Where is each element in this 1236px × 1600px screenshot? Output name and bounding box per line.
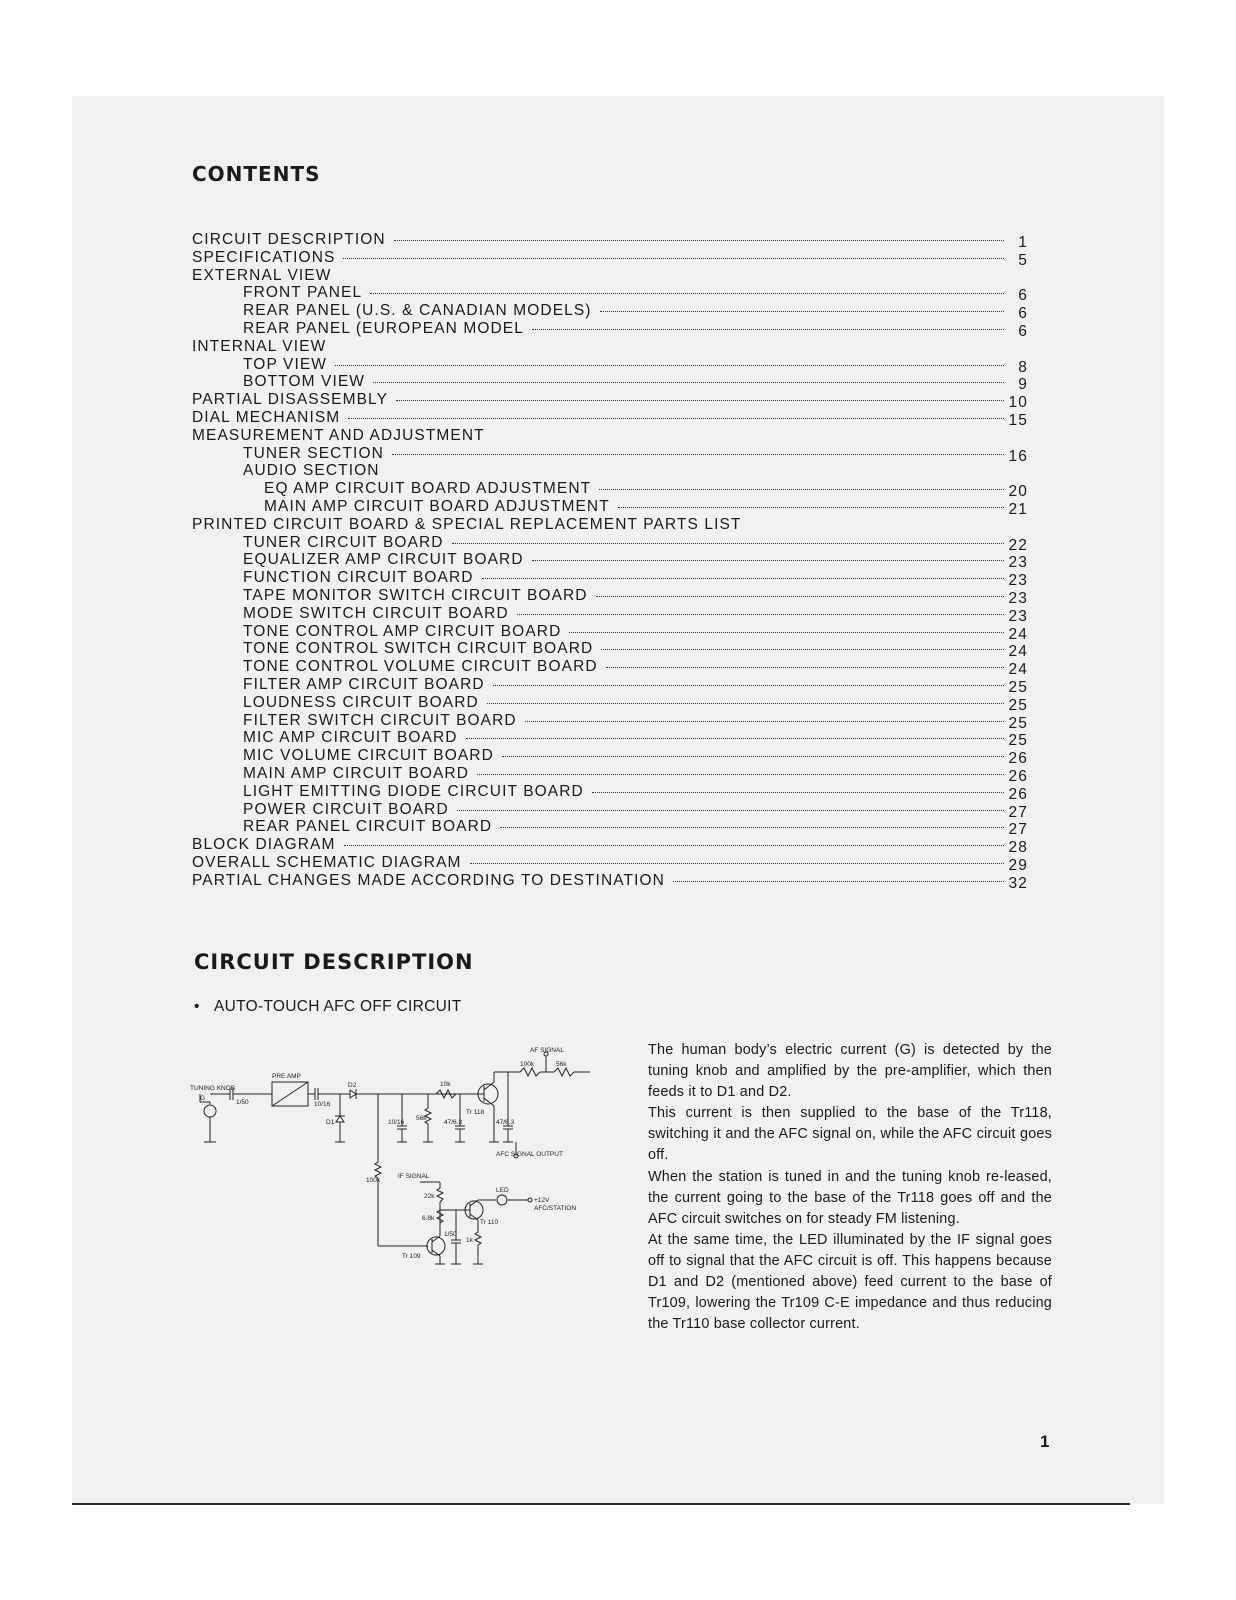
toc-entry-label: POWER CIRCUIT BOARD [243, 800, 449, 818]
schematic-label-c-in: 1/50 [236, 1099, 249, 1106]
toc-entry [192, 498, 1028, 516]
schematic-label-22k: 22k [424, 1193, 435, 1200]
toc-entry-page: 28 [1008, 839, 1028, 857]
toc-dot-leader [600, 311, 1004, 312]
toc-entry-label: MAIN AMP CIRCUIT BOARD ADJUSTMENT [264, 497, 610, 515]
toc-dot-leader [373, 382, 1004, 383]
schematic-label-c2: 10/16 [314, 1101, 331, 1108]
toc-entry [192, 854, 1028, 872]
toc-entry-label: TONE CONTROL SWITCH CIRCUIT BOARD [243, 640, 594, 658]
toc-entry-label: OVERALL SCHEMATIC DIAGRAM [192, 853, 462, 871]
toc-entry-label: REAR PANEL (U.S. & CANADIAN MODELS) [243, 302, 592, 320]
description-paragraph: When the station is tuned in and the tuning knob re-leased, the current going to the base of the Tr118 goes off and the AFC circuit switches on for steady FM listening. [648, 1168, 1052, 1227]
toc-entry-label: REAR PANEL CIRCUIT BOARD [243, 818, 493, 836]
toc-entry-label: TAPE MONITOR SWITCH CIRCUIT BOARD [243, 586, 588, 604]
schematic-label-g: G [200, 1095, 206, 1102]
toc-entry-label: DIAL MECHANISM [192, 408, 341, 426]
toc-entry-label: LIGHT EMITTING DIODE CIRCUIT BOARD [243, 782, 584, 800]
schematic-label-c150: 1/50 [444, 1231, 457, 1238]
toc-dot-leader [517, 614, 1004, 615]
toc-entry-page: 25 [1008, 714, 1028, 732]
schematic-label-if-signal: IF SIGNAL [398, 1173, 430, 1180]
toc-entry-label: MAIN AMP CIRCUIT BOARD [243, 764, 470, 782]
description-paragraph: This current is then supplied to the base of the Tr118, switching it and the AFC signal on, while the AFC circuit goes off. [648, 1105, 1052, 1164]
toc-entry-label: PRINTED CIRCUIT BOARD & SPECIAL REPLACEMENT PARTS LIST [192, 515, 742, 533]
toc-dot-leader [343, 258, 1004, 259]
toc-entry-page: 6 [1018, 322, 1028, 340]
toc-entry-label: LOUDNESS CIRCUIT BOARD [243, 693, 479, 711]
toc-entry-page: 25 [1008, 732, 1028, 750]
schematic-label-12v: +12V [534, 1197, 550, 1204]
toc-entry [192, 338, 1028, 356]
toc-entry [192, 284, 1028, 305]
toc-entry-page: 10 [1008, 394, 1028, 412]
toc-entry [192, 872, 1028, 890]
toc-entry [192, 231, 1028, 249]
schematic-label-tr109: Tr 109 [402, 1253, 421, 1260]
toc-entry-label: TONE CONTROL VOLUME CIRCUIT BOARD [243, 658, 598, 676]
toc-entry-page: 26 [1008, 750, 1028, 768]
toc-entry [192, 249, 1028, 267]
toc-entry-label: FUNCTION CIRCUIT BOARD [243, 569, 474, 587]
description-paragraph: At the same time, the LED illuminated by the IF signal goes off to signal that the AFC circuit is off. This happens because D1 and D2 (mentioned above) feed current to the base of Tr109, lowering the Tr109 C-E impedance and thus reducing the Tr110 base collector current. [648, 1231, 1052, 1333]
toc-entry-label: CIRCUIT DESCRIPTION [192, 231, 386, 248]
toc-entry [192, 658, 1028, 679]
toc-entry [192, 409, 1028, 427]
toc-entry-label: MIC AMP CIRCUIT BOARD [243, 729, 458, 747]
schematic-label-10k: 10k [440, 1081, 451, 1088]
toc-entry [192, 694, 1028, 712]
toc-entry-page: 24 [1008, 643, 1028, 661]
toc-entry-page: 21 [1008, 500, 1028, 518]
toc-entry [192, 373, 1028, 394]
toc-dot-leader [370, 293, 1004, 294]
toc-entry-label: BLOCK DIAGRAM [192, 836, 336, 854]
toc-dot-leader [532, 329, 1004, 330]
circuit-description-heading: CIRCUIT DESCRIPTION [194, 950, 474, 974]
toc-entry-label: TUNER SECTION [243, 444, 384, 462]
toc-dot-leader [502, 756, 1004, 757]
toc-entry [192, 391, 1028, 412]
toc-entry [192, 818, 1028, 839]
toc-entry [192, 712, 1028, 730]
schematic-label-pre-amp: PRE AMP [272, 1073, 301, 1080]
toc-dot-leader [396, 400, 1004, 401]
toc-entry-page: 20 [1008, 483, 1028, 501]
toc-dot-leader [348, 418, 1004, 419]
toc-dot-leader [466, 738, 1004, 739]
toc-entry-page: 24 [1008, 661, 1028, 679]
toc-entry-label: MIC VOLUME CIRCUIT BOARD [243, 747, 494, 765]
toc-entry-page: 5 [1018, 251, 1028, 269]
schematic-label-led: LED [496, 1187, 509, 1194]
toc-dot-leader [601, 649, 1004, 650]
toc-entry-page: 27 [1008, 803, 1028, 821]
toc-entry [192, 356, 1028, 374]
toc-entry-page: 26 [1008, 767, 1028, 785]
toc-dot-leader [673, 881, 1004, 882]
toc-entry-label: PARTIAL DISASSEMBLY [192, 391, 389, 409]
toc-entry [192, 267, 1028, 285]
toc-dot-leader [487, 703, 1004, 704]
toc-entry [192, 534, 1028, 552]
toc-dot-leader [457, 810, 1004, 811]
toc-dot-leader [532, 560, 1004, 561]
toc-entry-label: AUDIO SECTION [243, 462, 380, 480]
schematic-label-afc-output: AFC SIGNAL OUTPUT [496, 1151, 563, 1158]
toc-entry [192, 569, 1028, 590]
toc-entry [192, 676, 1028, 694]
description-paragraph: The human body’s electric current (G) is detected by the tuning knob and amplified by the pre-amplifier, which then feeds it to D1 and D2. [648, 1042, 1052, 1101]
toc-entry-page: 22 [1008, 536, 1028, 554]
toc-entry-page: 15 [1008, 411, 1028, 429]
toc-entry-page: 1 [1018, 234, 1028, 251]
toc-entry [192, 747, 1028, 768]
toc-entry-page: 26 [1008, 785, 1028, 803]
toc-entry [192, 587, 1028, 605]
schematic-label-c3: 10/16 [388, 1119, 405, 1126]
toc-dot-leader [470, 863, 1004, 864]
toc-entry-page: 23 [1008, 607, 1028, 625]
toc-dot-leader [592, 792, 1004, 793]
toc-dot-leader [606, 667, 1004, 668]
contents-heading: CONTENTS [192, 162, 321, 186]
toc-entry-page: 8 [1018, 358, 1028, 376]
toc-dot-leader [525, 721, 1004, 722]
toc-entry [192, 516, 1028, 534]
schematic-label-68k: 6.8k [422, 1215, 435, 1222]
toc-entry-label: EQ AMP CIRCUIT BOARD ADJUSTMENT [264, 480, 592, 498]
toc-entry [192, 320, 1028, 338]
schematic-label-d1: D1 [326, 1119, 335, 1126]
toc-entry-label: MODE SWITCH CIRCUIT BOARD [243, 604, 509, 622]
toc-entry [192, 427, 1028, 445]
toc-dot-leader [394, 240, 1004, 241]
subheading-text: AUTO-TOUCH AFC OFF CIRCUIT [214, 998, 462, 1015]
toc-dot-leader [482, 578, 1004, 579]
schematic-label-c47a: 47/6.3 [444, 1119, 463, 1126]
toc-entry [192, 623, 1028, 641]
schematic-label-100k: 100k [366, 1177, 381, 1184]
toc-entry-label: FRONT PANEL [243, 284, 363, 302]
toc-entry-page: 6 [1018, 287, 1028, 305]
schematic-label-tr118: Tr 118 [466, 1109, 485, 1116]
schematic-label-56k-top: 56k [556, 1061, 567, 1068]
toc-dot-leader [500, 827, 1004, 828]
toc-entry [192, 640, 1028, 661]
toc-dot-leader [392, 454, 1004, 455]
toc-entry-label: FILTER AMP CIRCUIT BOARD [243, 675, 485, 693]
toc-entry-label: SPECIFICATIONS [192, 248, 336, 266]
toc-entry-page: 27 [1008, 821, 1028, 839]
toc-entry-page: 29 [1008, 856, 1028, 874]
schematic-label-c47b: 47/6.3 [496, 1119, 515, 1126]
toc-entry [192, 302, 1028, 323]
toc-entry [192, 729, 1028, 750]
bottom-rule [72, 1503, 1130, 1505]
toc-entry-page: 25 [1008, 678, 1028, 696]
toc-entry-page: 25 [1008, 696, 1028, 714]
toc-entry [192, 462, 1028, 480]
schematic-label-56k: 56k [416, 1115, 427, 1122]
schematic-label-1k: 1k [466, 1237, 473, 1244]
toc-entry-page: 6 [1018, 305, 1028, 323]
toc-entry-page: 16 [1008, 447, 1028, 465]
table-of-contents [192, 231, 1028, 892]
toc-dot-leader [618, 507, 1004, 508]
toc-entry-page: 23 [1008, 554, 1028, 572]
toc-entry [192, 551, 1028, 572]
toc-dot-leader [569, 632, 1004, 633]
toc-entry-label: REAR PANEL (EUROPEAN MODEL [243, 319, 524, 337]
toc-dot-leader [599, 489, 1004, 490]
toc-entry [192, 480, 1028, 501]
toc-dot-leader [344, 845, 1005, 846]
toc-entry [192, 783, 1028, 801]
page-number: 1 [1040, 1432, 1050, 1451]
toc-entry-page: 32 [1008, 874, 1028, 892]
toc-dot-leader [596, 596, 1004, 597]
schematic-label-100k-top: 100k [520, 1061, 535, 1068]
schematic-label-tr110: Tr 110 [480, 1219, 499, 1226]
toc-entry [192, 445, 1028, 463]
toc-entry-label: EQUALIZER AMP CIRCUIT BOARD [243, 551, 524, 569]
toc-entry-page: 23 [1008, 572, 1028, 590]
toc-entry-label: INTERNAL VIEW [192, 337, 327, 355]
afc-off-schematic [190, 1042, 600, 1282]
schematic-label-tuning-knob: TUNING KNOB [190, 1085, 236, 1092]
toc-entry-label: FILTER SWITCH CIRCUIT BOARD [243, 711, 517, 729]
toc-entry-label: EXTERNAL VIEW [192, 266, 332, 284]
toc-entry-label: TONE CONTROL AMP CIRCUIT BOARD [243, 622, 562, 640]
schematic-label-d2: D2 [348, 1082, 357, 1089]
schematic-label-afc-station: AFC/STATION [534, 1205, 577, 1212]
toc-entry-page: 23 [1008, 589, 1028, 607]
toc-dot-leader [335, 365, 1004, 366]
bullet-icon: • [194, 998, 200, 1015]
schematic-label-af-signal: AF SIGNAL [530, 1047, 564, 1054]
toc-entry-page: 9 [1018, 376, 1028, 394]
circuit-description-text [648, 1040, 1052, 1335]
toc-entry-page: 24 [1008, 625, 1028, 643]
toc-entry [192, 801, 1028, 819]
toc-entry [192, 836, 1028, 857]
toc-entry [192, 605, 1028, 623]
toc-entry-label: MEASUREMENT AND ADJUSTMENT [192, 426, 485, 444]
toc-entry [192, 765, 1028, 783]
toc-dot-leader [493, 685, 1004, 686]
toc-entry-label: TOP VIEW [243, 355, 328, 373]
toc-entry-label: BOTTOM VIEW [243, 373, 366, 391]
toc-dot-leader [477, 774, 1004, 775]
section-subheading [194, 998, 461, 1016]
toc-entry-label: PARTIAL CHANGES MADE ACCORDING TO DESTINATION [192, 871, 665, 889]
toc-entry-label: TUNER CIRCUIT BOARD [243, 533, 444, 551]
toc-dot-leader [452, 543, 1004, 544]
